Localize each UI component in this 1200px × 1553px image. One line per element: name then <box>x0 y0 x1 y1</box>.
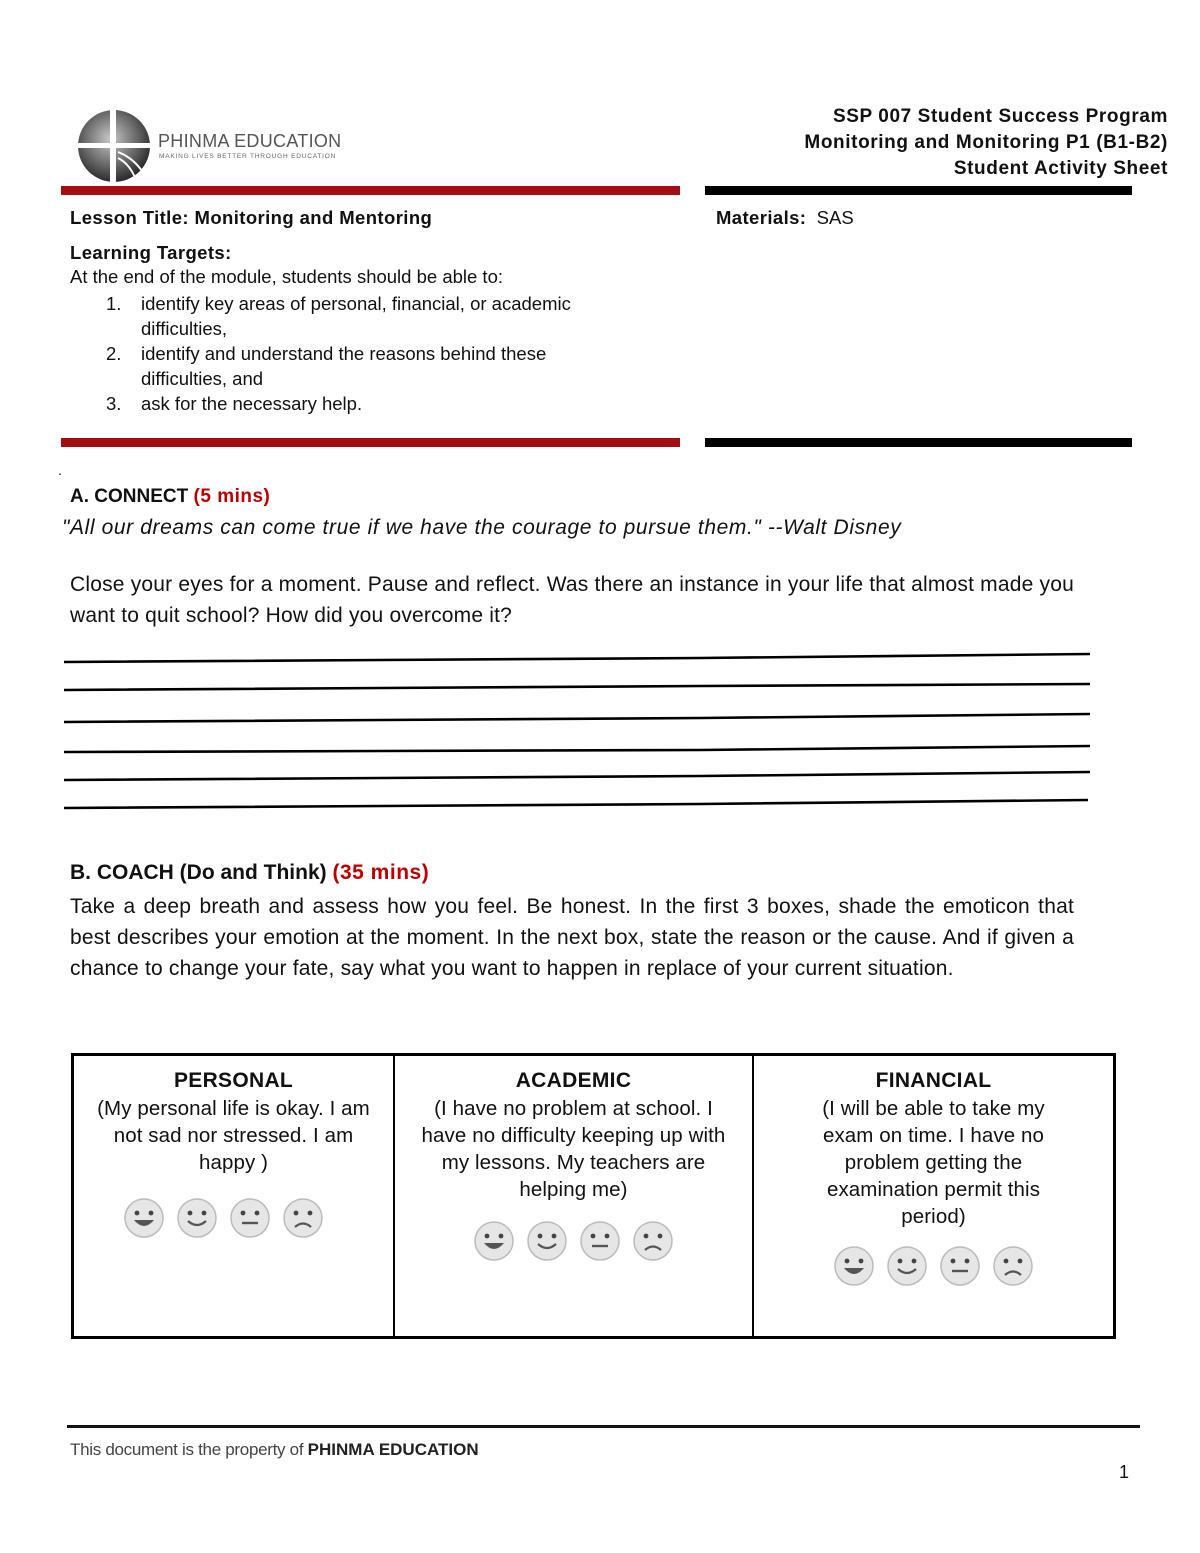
box-title: ACADEMIC <box>515 1069 632 1092</box>
materials <box>716 207 854 229</box>
materials-label: Materials: <box>716 207 807 228</box>
learning-targets-list <box>106 291 626 416</box>
personal-box <box>74 1056 393 1336</box>
lesson-title: Lesson Title: Monitoring and Mentoring <box>70 207 433 228</box>
logo-tagline: MAKING LIVES BETTER THROUGH EDUCATION <box>159 153 337 160</box>
box-description: (I have no problem at school. I have no difficulty keeping up with my lessons. My teachers are helping me) <box>421 1097 726 1201</box>
logo-name: PHINMA EDUCATION <box>158 131 342 151</box>
section-a-time: (5 mins) <box>193 486 271 507</box>
learning-targets-intro: At the end of the module, students should be able to: <box>70 266 503 287</box>
box-description: (My personal life is okay. I am not sad nor stressed. I am happy ) <box>97 1097 370 1174</box>
list-item: 1. identify key areas of personal, financial, or academic difficulties, <box>106 293 571 339</box>
section-a-heading: A. CONNECT (5 mins) <box>70 486 271 507</box>
very-happy-emoticon-icon[interactable] <box>472 1219 516 1263</box>
neutral-emoticon-icon[interactable] <box>578 1219 622 1263</box>
very-happy-emoticon-icon[interactable] <box>832 1244 876 1288</box>
footer-divider <box>67 1425 1140 1428</box>
very-happy-emoticon-icon[interactable] <box>122 1196 166 1240</box>
learning-targets-label: Learning Targets: <box>70 242 232 263</box>
header-divider-red <box>61 186 680 195</box>
sad-emoticon-icon[interactable] <box>991 1244 1035 1288</box>
sheet-type: Student Activity Sheet <box>953 158 1168 179</box>
neutral-emoticon-icon[interactable] <box>938 1244 982 1288</box>
list-item: 3. ask for the necessary help. <box>106 393 363 414</box>
box-title: PERSONAL <box>173 1069 294 1092</box>
footer-owner: PHINMA EDUCATION <box>307 1440 479 1459</box>
box-description: (I will be able to take my exam on time. I have no problem getting the examination permit this period) <box>822 1097 1045 1228</box>
happy-emoticon-icon[interactable] <box>525 1219 569 1263</box>
lesson-divider-black <box>705 438 1132 447</box>
financial-box <box>752 1056 1113 1336</box>
happy-emoticon-icon[interactable] <box>175 1196 219 1240</box>
stray-bullet: . <box>58 462 62 478</box>
course-code-title: SSP 007 Student Success Program <box>832 106 1168 127</box>
neutral-emoticon-icon[interactable] <box>228 1196 272 1240</box>
footer-text: This document is the property of PHINMA EDUCATION <box>70 1440 479 1459</box>
section-b-heading: B. COACH (Do and Think) (35 mins) <box>70 861 430 884</box>
emotion-boxes <box>71 1053 1116 1339</box>
list-item: 2. identify and understand the reasons behind these difficulties, and <box>106 343 547 389</box>
box-title: FINANCIAL <box>875 1069 992 1092</box>
sad-emoticon-icon[interactable] <box>281 1196 325 1240</box>
materials-value: SAS <box>816 207 854 228</box>
reflection-prompt: Close your eyes for a moment. Pause and reflect. Was there an instance in your life that almost made you want to quit school? How did you overcome it? <box>70 573 1075 627</box>
sad-emoticon-icon[interactable] <box>631 1219 675 1263</box>
section-b-time: (35 mins) <box>332 861 430 884</box>
emoticon-row <box>754 1244 1113 1288</box>
emoticon-row <box>395 1219 752 1263</box>
lesson-divider-red <box>61 438 680 447</box>
page-number: 1 <box>1119 1462 1130 1482</box>
quote: "All our dreams can come true if we have the courage to pursue them." --Walt Disney <box>62 516 902 539</box>
answer-lines[interactable] <box>60 648 1095 813</box>
academic-box <box>393 1056 752 1336</box>
section-b-instructions: Take a deep breath and assess how you feel. Be honest. In the first 3 boxes, shade the emoticon that best describes your emotion at the moment. In the next box, state the reason or the cause. And if given a chance to change your fate, say what you want to happen in replace of your current situation. <box>70 895 1074 980</box>
header-divider-black <box>705 186 1132 195</box>
module-title: Monitoring and Monitoring P1 (B1-B2) <box>804 132 1168 153</box>
happy-emoticon-icon[interactable] <box>885 1244 929 1288</box>
emoticon-row <box>54 1196 393 1240</box>
